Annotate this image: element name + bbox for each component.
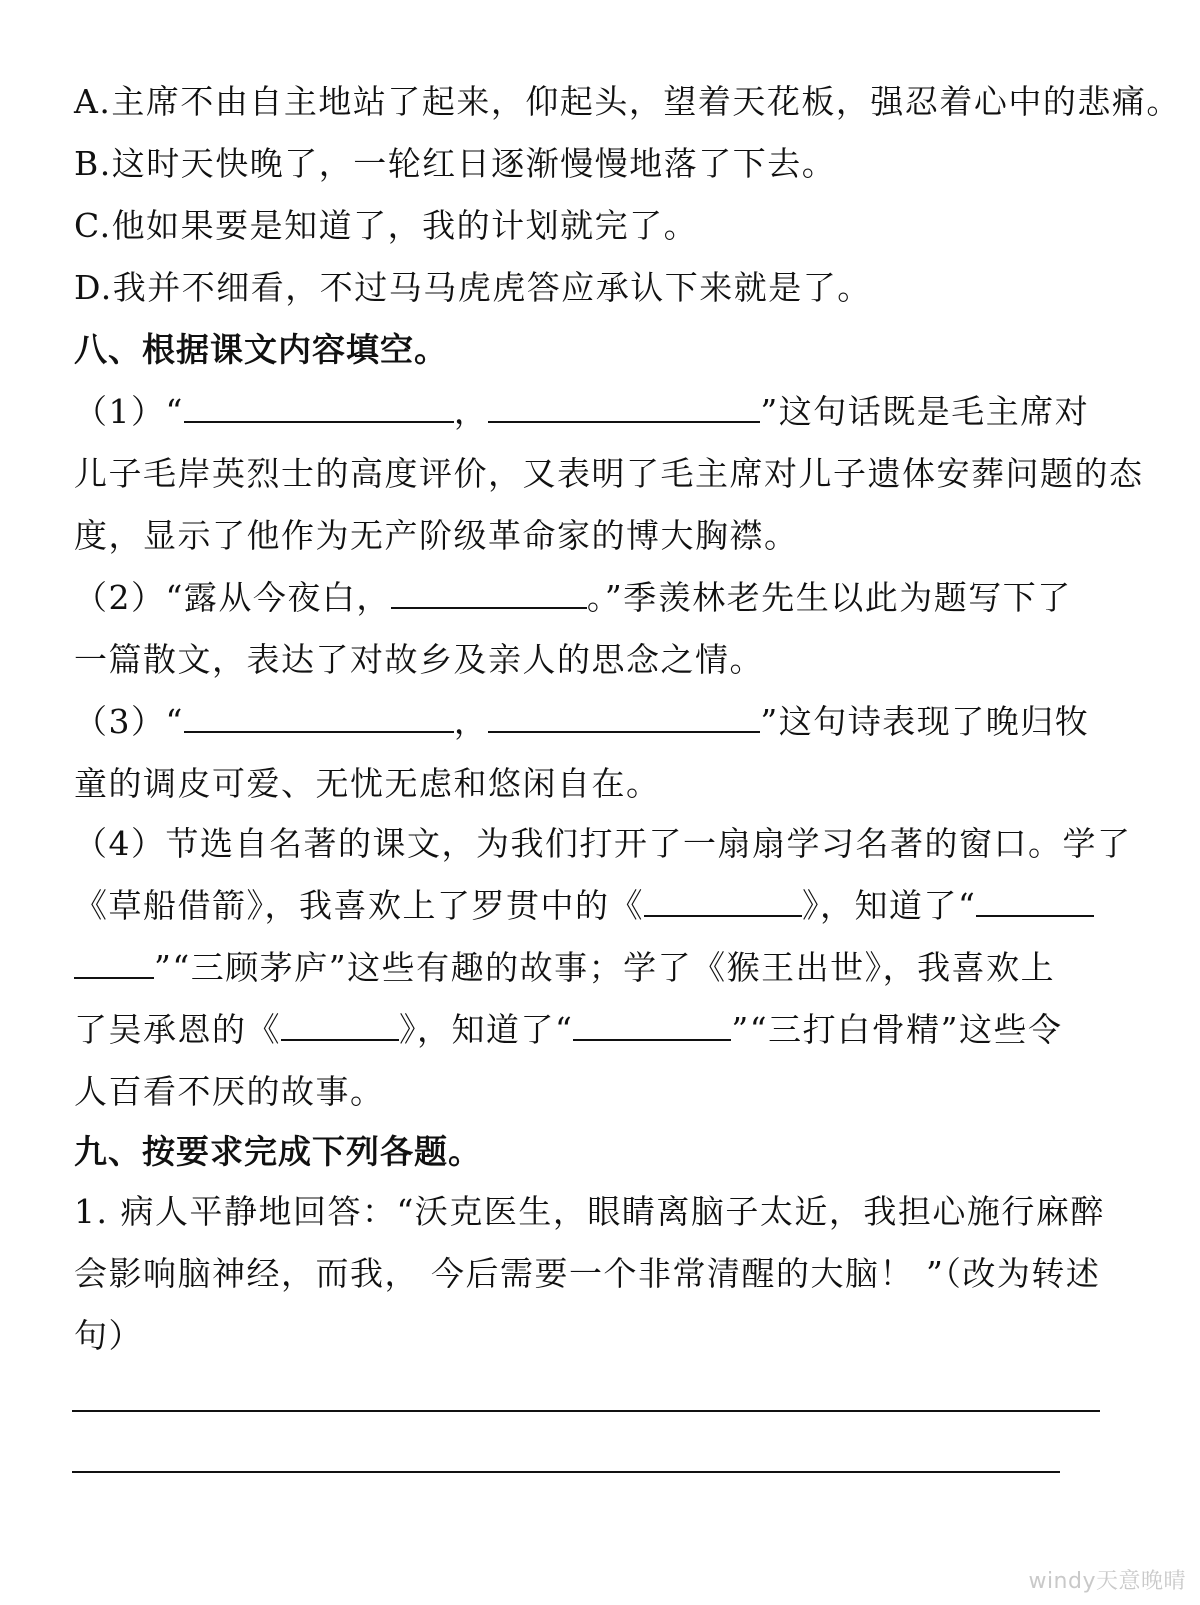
section-9-q1-line2: 会影响脑神经，而我， 今后需要一个非常清醒的大脑！ ”（改为转述 [74, 1254, 1101, 1293]
section-8-heading: 八、根据课文内容填空。 [74, 330, 448, 369]
option-c: C.他如果要是知道了，我的计划就完了。 [74, 206, 699, 245]
section-8-q1-line2: 儿子毛岸英烈士的高度评价，又表明了毛主席对儿子遗体安葬问题的态 [74, 454, 1144, 493]
section-8-q2-line1 [74, 576, 1134, 620]
q4-blank-book-2[interactable] [281, 1009, 399, 1041]
section-8-q4-line4 [74, 1008, 1134, 1052]
q1-blank-1[interactable] [184, 391, 454, 423]
q1-blank-2[interactable] [488, 391, 760, 423]
q4-blank-story-2[interactable] [573, 1009, 731, 1041]
section-9-heading: 九、按要求完成下列各题。 [74, 1132, 482, 1171]
q4-blank-book-1[interactable] [644, 885, 802, 917]
q3-comma: ， [453, 702, 489, 741]
q3-suffix: ”这句诗表现了晚归牧 [760, 702, 1090, 741]
section-8-q4-line5: 人百看不厌的故事。 [74, 1072, 385, 1111]
q4-blank-story-1-end[interactable] [74, 947, 154, 979]
section-8-q1-line1 [74, 390, 1134, 434]
q2-suffix: 。”季羡林老先生以此为题写下了 [586, 578, 1072, 617]
answer-line-2[interactable] [72, 1471, 1060, 1473]
section-9-q1-line1: 1. 病人平静地回答：“沃克医生，眼睛离脑子太近，我担心施行麻醉 [74, 1192, 1105, 1231]
q1-prefix: （1）“ [74, 392, 184, 431]
q4-line4-c: ”“三打白骨精”这些令 [731, 1010, 1063, 1049]
section-8-q3-line2: 童的调皮可爱、无忧无虑和悠闲自在。 [74, 764, 661, 803]
answer-line-1[interactable] [72, 1410, 1100, 1412]
q3-prefix: （3）“ [74, 702, 184, 741]
section-8-q4-line1: （4）节选自名著的课文，为我们打开了一扇扇学习名著的窗口。学了 [74, 824, 1132, 863]
q4-line2-a: 《草船借箭》，我喜欢上了罗贯中的《 [74, 886, 644, 925]
section-8-q4-line2 [74, 884, 1134, 928]
q2-prefix: （2）“露从今夜白， [74, 578, 391, 617]
q4-line3-a: ”“三顾茅庐”这些有趣的故事；学了《猴王出世》，我喜欢上 [154, 948, 1056, 987]
section-9-q1-line3: 句） [74, 1316, 143, 1355]
q1-suffix: ”这句话既是毛主席对 [760, 392, 1090, 431]
section-8-q1-line3: 度，显示了他作为无产阶级革命家的博大胸襟。 [74, 516, 799, 555]
q4-line2-b: 》，知道了“ [802, 886, 977, 925]
q2-blank[interactable] [391, 577, 587, 609]
q3-blank-1[interactable] [184, 701, 454, 733]
q3-blank-2[interactable] [488, 701, 760, 733]
section-8-q3-line1 [74, 700, 1134, 744]
watermark: windy天意晚晴 [1028, 1569, 1186, 1594]
option-b: B.这时天快晚了，一轮红日逐渐慢慢地落了下去。 [74, 144, 837, 183]
q4-line4-a: 了吴承恩的《 [74, 1010, 281, 1049]
q1-comma: ， [453, 392, 489, 431]
option-d: D.我并不细看，不过马马虎虎答应承认下来就是了。 [74, 268, 872, 307]
option-a: A.主席不由自主地站了起来，仰起头，望着天花板，强忍着心中的悲痛。 [74, 82, 1181, 121]
section-8-q4-line3 [74, 946, 1134, 990]
q4-blank-story-1-start[interactable] [976, 885, 1094, 917]
q4-line4-b: 》，知道了“ [399, 1010, 574, 1049]
section-8-q2-line2: 一篇散文，表达了对故乡及亲人的思念之情。 [74, 640, 764, 679]
